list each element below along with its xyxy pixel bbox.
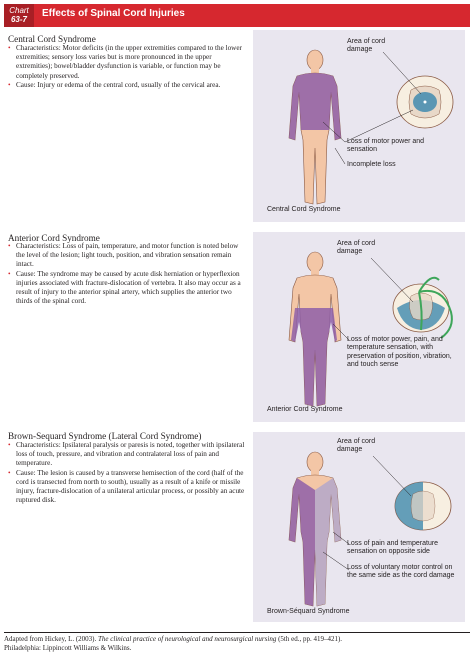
label-area-of-cord-damage: Area of cord damage (337, 438, 376, 454)
label-loss-voluntary-motor-same-side: Loss of voluntary motor control on the same side as the cord damage (347, 564, 455, 580)
chart-number-tab (4, 4, 34, 27)
cord-cross-section (395, 482, 451, 530)
section-title-central: Central Cord Syndrome (8, 34, 96, 44)
body-figure (289, 452, 341, 606)
figure-caption-anterior: Anterior Cord Syndrome (267, 406, 343, 413)
figure-central-cord (253, 30, 465, 222)
label-area-of-cord-damage: Area of cord damage (337, 240, 376, 256)
chart-number: 63-7 (10, 15, 27, 24)
chart-title: Effects of Spinal Cord Injuries (42, 8, 185, 19)
section-bullets-brown-sequard (8, 441, 248, 505)
label-loss-motor-sensation: Loss of motor power and sensation (347, 138, 425, 154)
label-loss-motor-pain-temperature: Loss of motor power, pain, and temperature sensation, with preservation of position, vibration, and touch sense (347, 336, 452, 369)
section-title-brown-sequard: Brown-Sequard Syndrome (Lateral Cord Syndrome) (8, 431, 202, 441)
body-figure (289, 50, 341, 204)
citation-book-title: The clinical practice of neurological and neurosurgical nursing (98, 635, 277, 643)
label-area-of-cord-damage: Area of cord damage (347, 38, 386, 54)
label-loss-pain-temperature-opposite: Loss of pain and temperature sensation on opposite side (347, 540, 439, 556)
section-bullets-anterior (8, 242, 248, 306)
figure-caption-central: Central Cord Syndrome (267, 206, 341, 213)
chart-word: Chart (9, 6, 29, 15)
citation-footer (4, 632, 470, 653)
label-incomplete-loss: Incomplete loss (347, 161, 396, 168)
citation-prefix: Adapted from Hickey, L. (2003). (4, 635, 99, 643)
bullet-cause: • Cause: The lesion is caused by a transverse hemisection of the cord (half of the cord is transected from north to south), usually as a result of a knife or missile injury, fracture-dislocation of a unilateral articular process, or possibly an acute ruptured disk. (8, 469, 248, 506)
bullet-characteristics: • Characteristics: Motor deficits (in the upper extremities compared to the lower extremities; sensory loss varies but is more pronounced in the upper extremities); bowel/bladder dysfunction is variable, or function may be completely preserved. (8, 44, 248, 81)
body-figure (289, 252, 341, 406)
chart-header (4, 4, 470, 27)
section-title-anterior: Anterior Cord Syndrome (8, 233, 100, 243)
figure-caption-brown-sequard: Brown-Séquard Syndrome (267, 608, 350, 615)
figure-anterior-cord (253, 232, 465, 422)
section-bullets-central (8, 44, 248, 90)
figure-brown-sequard (253, 432, 465, 622)
brown-sequard-illustration (253, 432, 465, 622)
anterior-cord-illustration (253, 232, 465, 422)
central-cord-illustration (253, 30, 465, 222)
cord-cross-section (397, 76, 453, 128)
bullet-cause: • Cause: Injury or edema of the central cord, usually of the cervical area. (8, 81, 248, 90)
citation-suffix: (5th ed., pp. 419–421). (276, 635, 343, 643)
citation-line-2: Philadelphia: Lippincott Williams & Wilkins. (4, 644, 132, 652)
bullet-characteristics: • Characteristics: Loss of pain, temperature, and motor function is noted below the level of the lesion; light touch, position, and vibration sensation remain intact. (8, 242, 248, 270)
bullet-cause: • Cause: The syndrome may be caused by acute disk herniation or hyperflexion injuries associated with fracture-dislocation of vertebra. It also may occur as a result of injury to the anterior spinal artery, which supplies the anterior two thirds of the spinal cord. (8, 270, 248, 307)
bullet-characteristics: • Characteristics: Ipsilateral paralysis or paresis is noted, together with ipsilateral loss of touch, pressure, and vibration and contralateral loss of pain and temperature. (8, 441, 248, 469)
citation-line-1 (4, 635, 470, 644)
